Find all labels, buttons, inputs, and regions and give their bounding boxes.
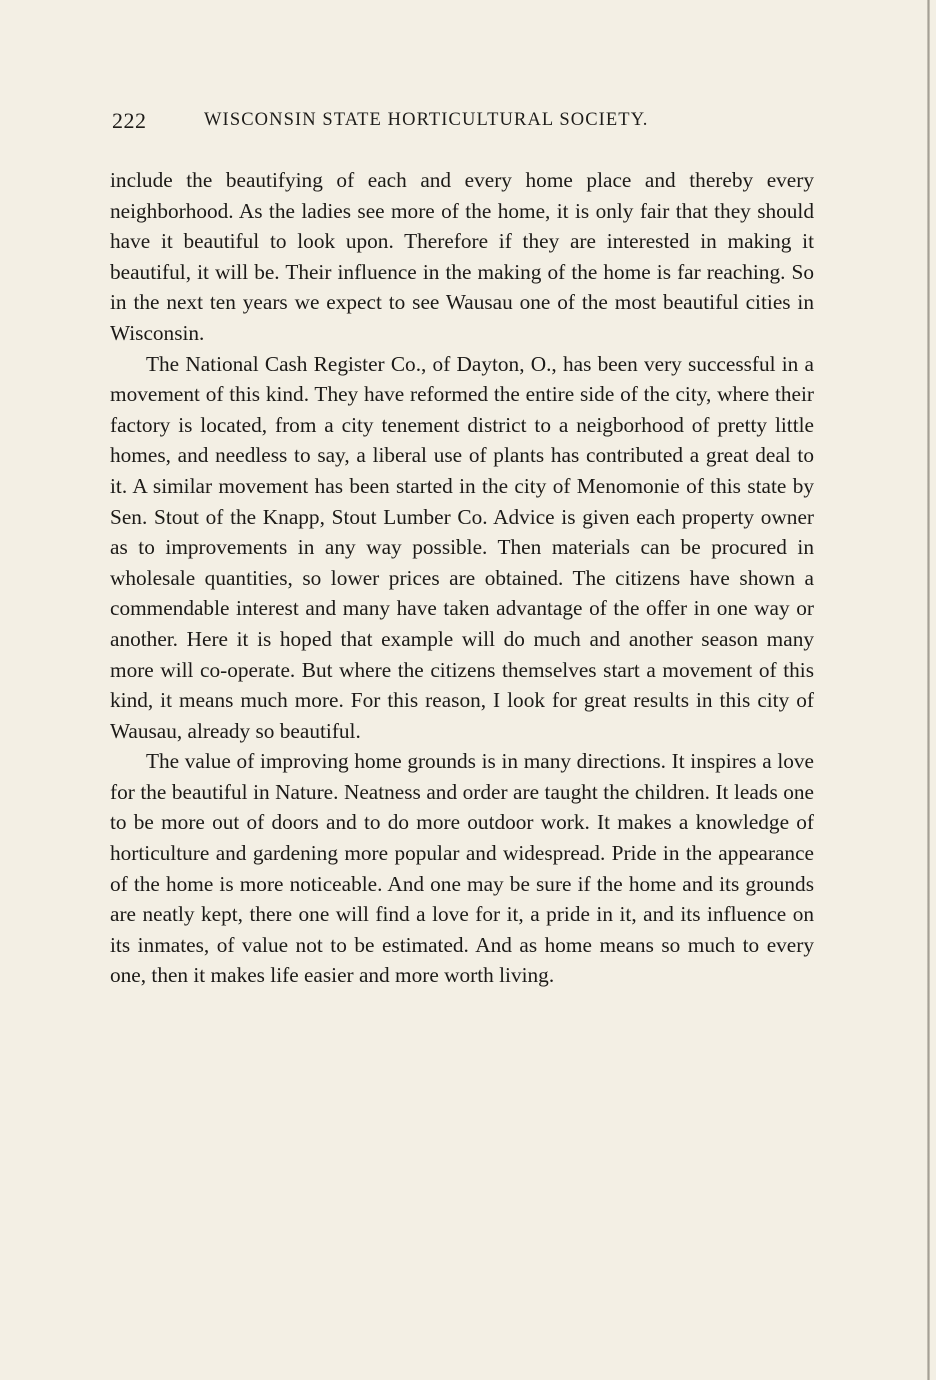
page-edge-shadow [927, 0, 930, 1380]
paragraph-1: include the beautifying of each and every home place and thereby every neighborhood. As the ladies see more of the home, it is only fair that they should have it beautiful to look upon. Therefore if they are interested in making it beautiful, it will be. Their influence in the making of the home is far reaching. So in the next ten years we expect to see Wausau one of the most beautiful cities in Wisconsin. [110, 168, 814, 345]
body-text [110, 165, 814, 991]
paragraph-3: The value of improving home grounds is in many directions. It inspires a love for the beautiful in Nature. Neatness and order are taught the children. It leads one to be more out of doors and to do more outdoor work. It makes a knowledge of horticulture and gardening more popular and widespread. Pride in the appearance of the home is more noticeable. And one may be sure if the home and its grounds are neatly kept, there one will find a love for it, a pride in it, and its influence on its inmates, of value not to be estimated. And as home means so much to every one, then it makes life easier and more worth living. [110, 749, 814, 988]
page-number: 222 [112, 108, 147, 133]
page-header [112, 108, 732, 144]
running-title: WISCONSIN STATE HORTICULTURAL SOCIETY. [204, 110, 649, 130]
paragraph-2: The National Cash Register Co., of Dayton, O., has been very successful in a movement of this kind. They have reformed the entire side of the city, where their factory is located, from a city tenement district to a neigborhood of pretty little homes, and needless to say, a liberal use of plants has contributed a great deal to it. A similar movement has been started in the city of Menomonie of this state by Sen. Stout of the Knapp, Stout Lumber Co. Advice is given each property owner as to improvements in any way possible. Then materials can be procured in wholesale quantities, so lower prices are obtained. The citizens have shown a commendable interest and many have taken advantage of the offer in one way or another. Here it is hoped that example will do much and another season many more will co-operate. But where the citizens themselves start a movement of this kind, it means much more. For this reason, I look for great results in this city of Wausau, already so beautiful. [110, 351, 814, 743]
